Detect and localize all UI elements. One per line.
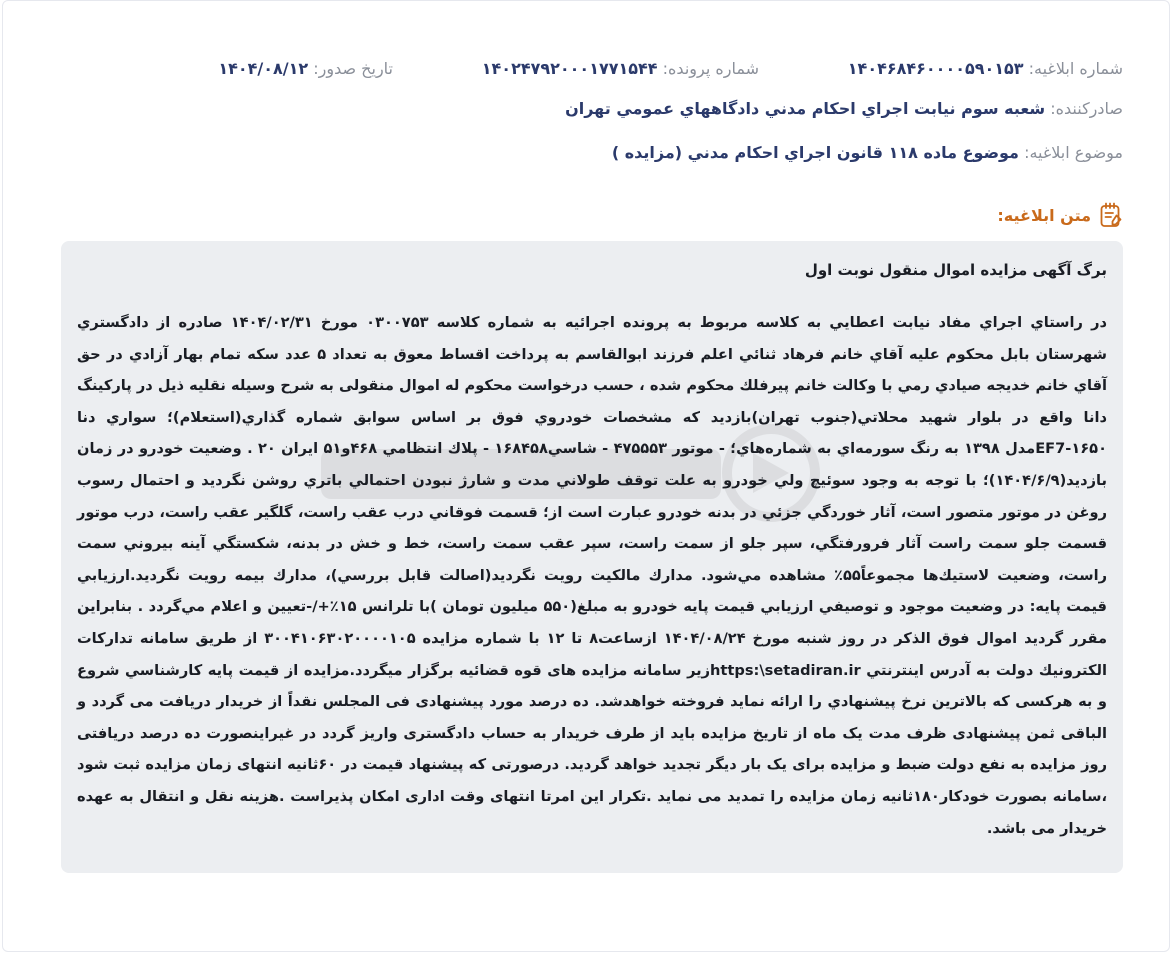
notice-text-title: متن ابلاغیه: xyxy=(997,205,1091,225)
notice-text-section-title xyxy=(997,201,1123,229)
issue-date-label: تاریخ صدور: xyxy=(313,59,393,78)
notice-heading: برگ آگهی مزایده اموال منقول نوبت اول xyxy=(804,261,1107,279)
issue-date-value: ۱۴۰۴/۰۸/۱۲ xyxy=(218,59,309,78)
issuer-value: شعبه سوم نيابت اجراي احكام مدني دادگاههاي عمومي تهران xyxy=(565,99,1046,118)
subject-value: موضوع ماده ۱۱۸ قانون اجراي احكام مدني (مزايده ) xyxy=(611,143,1019,162)
notice-body-box xyxy=(61,241,1123,873)
notice-number-value: ۱۴۰۴۶۸۴۶۰۰۰۰۵۹۰۱۵۳ xyxy=(847,59,1024,78)
notice-number-label: شماره ابلاغیه: xyxy=(1028,59,1123,78)
notice-body-text: در راستاي اجراي مفاد نيابت اعطايي به كلاسه مربوط به پرونده اجرائيه به شماره كلاسه ۰۳۰۰۷۵۳ مورخ ۱۴۰۴/۰۲/۳۱ صادره از دادگستري شهرستان بابل محكوم عليه آقاي خانم فرهاد ثنائي اعلم فرزند ابوالقاسم به پرداخت اقساط معوق به تعداد ۵ عدد سكه تمام بهار آزادي در حق آقاي خانم خديجه صيادي رمي با وكالت خانم پيرفلك محكوم شده ، حسب درخواست محكوم له اموال منقولی به شرح وسيله نقليه ذيل در پاركينگ دانا واقع در بلوار شهيد محلاتي(جنوب تهران)بازديد كه مشخصات خودروي فوق بر اساس سوابق شماره گذاري(استعلام)؛ سواري دنا EF7-۱۶۵۰مدل ۱۳۹۸ به رنگ سورمه‌اي به شماره‌هاي؛ - موتور ۴۷۵۵۵۳ - شاسي۱۶۸۴۵۸ - پلاك انتظامي ۴۶۸و۵۱ ايران ۲۰ . وضعيت خودرو در زمان بازديد(۱۴۰۴/۶/۹)؛ با توجه به وجود سوئيچ ولي خودرو به علت توقف طولاني مدت و شارژ نبودن احتمالي باتري روشن نگرديد و احتمال رسوب روغن در موتور متصور است، آثار خوردگي جزئي در بدنه خودرو عبارت است از؛ قسمت فوقاني درب عقب راست، گلگير عقب راست، درب موتور قسمت جلو سمت راست آثار فرورفتگي، سپر جلو از سمت راست، سپر عقب سمت راست، خط و خش در بدنه، شكستگي آينه بيروني سمت راست، وضعيت لاستيك‌ها مجموعاً۵۵٪ مشاهده مي‌شود. مدارك مالكيت رويت نگرديد(اصالت قابل بررسي)، مدارك بيمه رويت نگرديد.ارزيابي قيمت پايه: در وضعيت موجود و توصيفي ارزيابي قيمت پايه خودرو به مبلغ(۵۵۰ ميليون تومان )با تلرانس ۱۵٪+/-تعيين و اعلام مي‌گردد . بنابراين مقرر گرديد اموال فوق الذكر در روز شنبه مورخ ۱۴۰۴/۰۸/۲۴ ازساعت۸ تا ۱۲ با شماره مزايده ۳۰۰۴۱۰۶۳۰۲۰۰۰۰۱۰۵ از طريق سامانه تداركات الكترونيك دولت به آدرس اينترنتي https:\setadiran.irزير سامانه مزايده های قوه قضائيه برگزار ميگردد.مزايده از قيمت پايه كارشناسي شروع و به هركسی كه بالاترين نرخ پيشنهادي را ارائه نمايد فروخته خواهدشد. ده درصد مورد پيشنهادی فی المجلس نقداً از خريدار دريافت می گردد و الباقی ثمن پيشنهادی ظرف مدت يک ماه از تاريخ مزايده بايد از طرف خريدار به حساب دادگستری واريز گردد در غيراينصورت ده درصد دريافتی روز مزايده به نفع دولت ضبط و مزايده برای يک بار ديگر تجديد خواهد گرديد. درصورتی كه پيشنهاد قيمت در ۶۰ثانيه انتهای زمان مزايده ثبت شود ،سامانه بصورت خودكار۱۸۰ثانيه زمان مزايده را تمديد می نمايد .تكرار اين امرتا انتهای وقت اداری امكان پذيراست .هزينه نقل و انتقال به عهده خريدار می باشد. xyxy=(77,314,1107,837)
issuer-row xyxy=(49,99,1123,123)
meta-row-numbers xyxy=(49,59,1123,83)
notice-number xyxy=(848,59,1123,78)
notice-card xyxy=(2,0,1170,952)
issue-date xyxy=(218,59,393,78)
subject-label: موضوع ابلاغیه: xyxy=(1024,143,1123,162)
issuer-label: صادرکننده: xyxy=(1050,99,1123,118)
case-number-label: شماره پرونده: xyxy=(662,59,759,78)
case-number xyxy=(482,59,759,78)
notepad-icon xyxy=(1099,202,1123,228)
subject-row xyxy=(49,143,1123,167)
case-number-value: ۱۴۰۲۴۷۹۲۰۰۰۱۷۷۱۵۴۴ xyxy=(481,59,658,78)
